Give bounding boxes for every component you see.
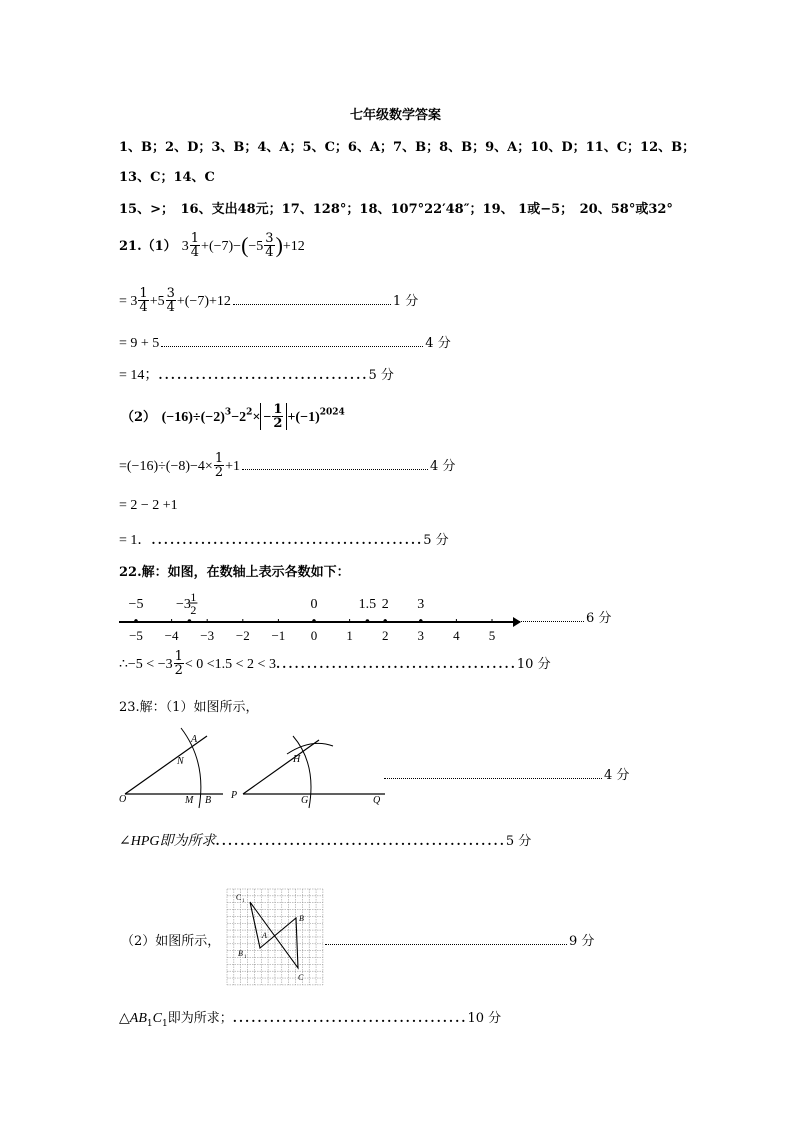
label-M: M: [185, 795, 194, 806]
label-B1: B: [238, 949, 243, 958]
fraction-numerator: 1: [190, 590, 197, 604]
tick-label: 3: [417, 628, 425, 643]
point-label: 1.5: [358, 597, 377, 612]
number-point: [419, 619, 423, 623]
score: 4 分: [425, 336, 451, 351]
point-label: 3: [417, 597, 425, 612]
q21-part2-expression: （2） $(-16)\div(-2)^3-2^2\times$ − $\frac{1}{2}$ $+(-1)^{2024}$: [121, 402, 345, 431]
grid-score: 9 分: [323, 930, 594, 949]
q21-part2-step-3: = 1．............................................5 分: [119, 532, 449, 548]
leader-dots: [161, 346, 423, 347]
q23-heading: 23.解：（1）如图所示，: [119, 700, 259, 715]
score: 4 分: [430, 459, 456, 474]
arc-H: [287, 743, 333, 754]
leader-dots: [325, 944, 567, 945]
triangle-ABC-and-A-B1-C1: [250, 902, 298, 968]
q21-step-1: = 3 $\frac{1}{4}$ +5 $\frac{3}{4}$ +(−7)+12 1 分: [119, 286, 419, 315]
label-A: A: [191, 734, 198, 745]
q21-step-3: = 14；..................................5 分: [119, 367, 394, 383]
leader-dots: [242, 469, 428, 470]
number-line-score: 6 分: [516, 607, 611, 626]
point-label: −5: [128, 597, 144, 612]
q21-label: 21.（1）: [119, 239, 177, 254]
page-title: 七年级数学答案: [350, 108, 442, 123]
triangle-answer: $\triangle AB_1C_1$即为所求；......................................10 分: [119, 1010, 502, 1030]
tick-label: 4: [453, 628, 460, 643]
ray-PH: [243, 740, 319, 794]
fraction-denominator: 2: [190, 603, 197, 617]
q21-part1-expression: 21.（1） 3 $\frac{1}{4}$ +(−7)−(−5 $\frac{3}{4}$ )+12: [119, 231, 305, 260]
leader-dots: [384, 778, 602, 779]
number-point: [383, 619, 387, 623]
choice-answers-line-2: 13、C；14、C: [119, 170, 215, 185]
tick-label: −4: [164, 628, 179, 643]
label-H: H: [293, 754, 301, 765]
q22-order-statement: ∴−5 < −3 $\frac{1}{2}$ < 0 <1.5 < 2 < 3.......................................10 分: [119, 649, 551, 678]
leader-dots: ..................................: [158, 367, 369, 382]
number-point: [312, 619, 316, 623]
label-O: O: [119, 794, 127, 805]
q21-part2-step-2: = 2 − 2 +1: [119, 498, 178, 513]
point-label: 0: [310, 597, 318, 612]
label-C1-sub: 1: [242, 899, 245, 904]
label-C1: C: [236, 893, 242, 902]
tick-label: 2: [381, 628, 389, 643]
fraction: $\frac{3}{4}$: [265, 231, 274, 260]
score: 10 分: [516, 657, 551, 672]
fraction: $\frac{1}{2}$: [174, 649, 183, 678]
label-B1-sub: 1: [244, 955, 247, 960]
angle-construction-figure: [115, 724, 395, 814]
score: 1 分: [392, 294, 419, 309]
q21-part2-step-1: =(−16)÷(−8)−4× $\frac{1}{2}$ +1 4 分: [119, 451, 456, 480]
tick-label: 0: [310, 628, 318, 643]
absolute-value: − $\frac{1}{2}$: [260, 403, 287, 430]
leader-dots: ......................................: [232, 1010, 468, 1025]
q22-heading: 22.解：如图，在数轴上表示各数如下：: [119, 565, 350, 580]
number-line-figure: [115, 590, 525, 652]
point-label: −3: [175, 597, 191, 612]
q21-step-2: = 9 + 5 4 分: [119, 336, 451, 351]
fraction: $\frac{3}{4}$: [166, 286, 175, 315]
number-point: [366, 619, 370, 623]
label-N: N: [177, 756, 184, 767]
label-B: B: [299, 914, 304, 923]
choice-answers-line-1: 1、B；2、D；3、B；4、A；5、C；6、A；7、B；8、B；9、A；10、D；11、C；12、B；: [119, 140, 696, 155]
tick-label: −5: [129, 628, 143, 643]
label-G: G: [301, 795, 309, 806]
label-C: C: [298, 973, 304, 982]
fig1-score: 4 分: [382, 764, 629, 783]
q23-part2-label: （2）如图所示，: [121, 934, 221, 949]
leader-dots: .......................................: [275, 656, 517, 671]
fraction: $\frac{1}{2}$: [273, 402, 283, 431]
fraction: $\frac{1}{4}$: [190, 231, 200, 260]
score: 10 分: [467, 1011, 502, 1026]
tick-label: −1: [271, 628, 286, 643]
label-P: P: [231, 790, 238, 801]
tick-label: 1: [346, 628, 353, 643]
tick-label: −3: [200, 628, 215, 643]
number-point: [134, 619, 138, 623]
label-Q: Q: [373, 795, 381, 806]
fill-answers-line: 15、>； 16、支出48元；17、128°；18、107°22′48″；19、 1或−5； 20、58°或32°: [119, 202, 673, 217]
fraction: $\frac{1}{4}$: [139, 286, 148, 315]
score: 5 分: [505, 834, 532, 849]
q21-part2-label: （2）: [121, 410, 157, 425]
leader-dots: ............................................: [151, 532, 424, 547]
tick-label: −2: [235, 628, 250, 643]
number-point: [188, 619, 192, 623]
label-A: A: [262, 931, 267, 940]
leader-dots: [518, 621, 584, 622]
tick-label: 5: [488, 628, 496, 643]
grid-triangle-figure: [226, 888, 324, 986]
leader-dots: ...............................................: [215, 833, 506, 848]
score: 5 分: [368, 368, 394, 383]
point-label: 2: [381, 597, 389, 612]
leader-dots: [233, 304, 391, 305]
label-B: B: [205, 795, 212, 806]
angle-answer: ∠HPG即为所求...............................................5 分: [119, 833, 532, 849]
score: 5 分: [423, 533, 449, 548]
fraction: $\frac{1}{2}$: [214, 451, 224, 480]
